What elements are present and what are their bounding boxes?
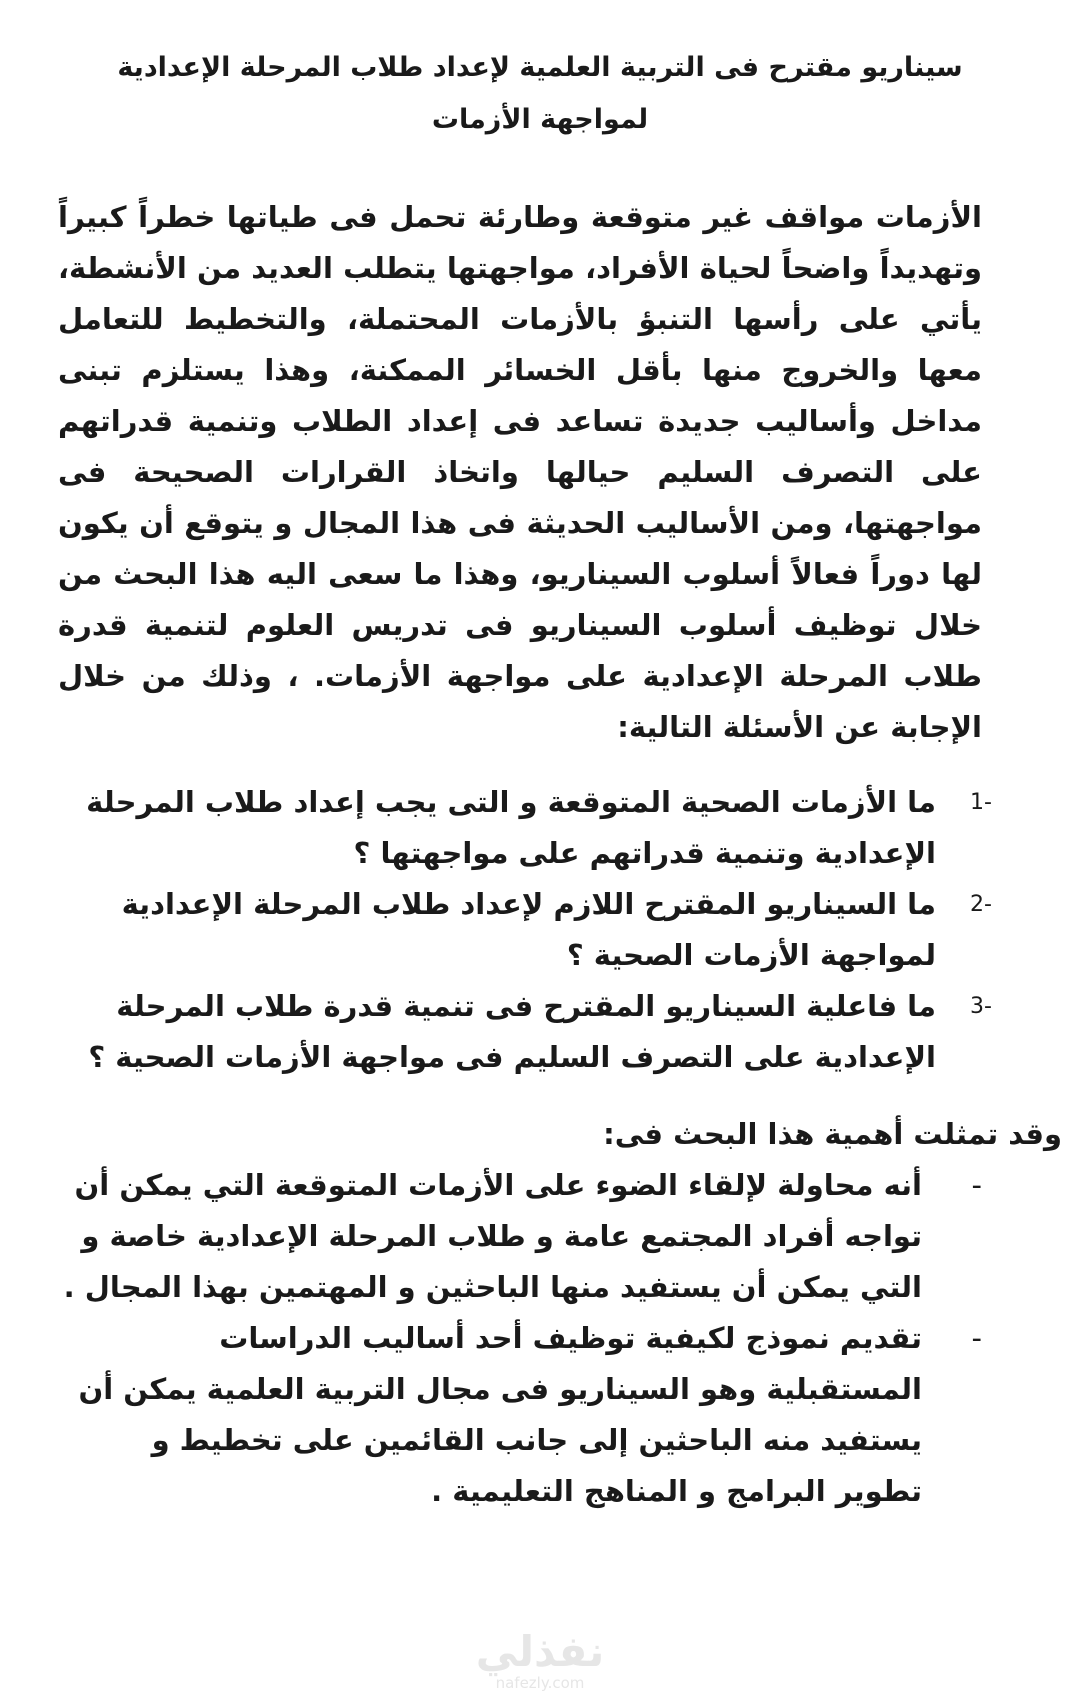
bullet-mark: - — [971, 1168, 982, 1202]
research-question — [58, 777, 1022, 879]
question-text: ما فاعلية السيناريو المقترح فى تنمية قدرة طلاب المرحلة الإعدادية على التصرف السليم فى مواجهة الأزمات الصحية ؟ — [88, 989, 936, 1074]
research-question — [58, 981, 1022, 1083]
document-title — [58, 42, 1022, 146]
bullet-mark: - — [971, 1321, 982, 1355]
site-watermark — [0, 1627, 1080, 1692]
research-question — [58, 879, 1022, 981]
importance-item — [58, 1160, 1022, 1313]
title-line-1: سيناريو مقترح فى التربية العلمية لإعداد طلاب المرحلة الإعدادية — [117, 52, 963, 83]
question-number: -1 — [970, 790, 992, 815]
watermark-url: nafezly.com — [495, 1674, 585, 1692]
question-text: ما السيناريو المقترح اللازم لإعداد طلاب المرحلة الإعدادية لمواجهة الأزمات الصحية ؟ — [121, 887, 936, 972]
question-number: -3 — [970, 994, 992, 1019]
title-line-2: لمواجهة الأزمات — [431, 104, 649, 135]
question-text: ما الأزمات الصحية المتوقعة و التى يجب إعداد طلاب المرحلة الإعدادية وتنمية قدراتهم على مواجهتها ؟ — [86, 785, 936, 870]
importance-list — [58, 1160, 1022, 1517]
importance-item — [58, 1313, 1022, 1517]
importance-text: تقديم نموذج لكيفية توظيف أحد أساليب الدراسات المستقبلية وهو السيناريو فى مجال التربية العلمية يمكن أن يستفيد منه الباحثين إلى جانب القائمين على تخطيط و تطوير البرامج و المناهج التعليمية . — [78, 1321, 922, 1508]
importance-heading: وقد تمثلت أهمية هذا البحث فى: — [603, 1117, 1062, 1151]
importance-text: أنه محاولة لإلقاء الضوء على الأزمات المتوقعة التي يمكن أن تواجه أفراد المجتمع عامة و طلاب المرحلة الإعدادية خاصة و التي يمكن أن يستفيد منها الباحثين و المهتمين بهذا المجال . — [63, 1168, 922, 1304]
watermark-logo: نفذلي — [475, 1627, 605, 1676]
intro-paragraph: الأزمات مواقف غير متوقعة وطارئة تحمل فى طياتها خطراً كبيراً وتهديداً واضحاً لحياة الأفراد، مواجهتها يتطلب العديد من الأنشطة، يأتي على رأسها التنبؤ بالأزمات المحتملة، والتخطيط للتعامل معها والخروج منها بأقل الخسائر الممكنة، وهذا يستلزم تبنى مداخل وأساليب جديدة تساعد فى إعداد الطلاب وتنمية قدراتهم على التصرف السليم حيالها واتخاذ القرارات الصحيحة فى مواجهتها، ومن الأساليب الحديثة فى هذا المجال و يتوقع أن يكون لها دوراً فعالاً أسلوب السيناريو، وهذا ما سعى اليه هذا البحث من خلال توظيف أسلوب السيناريو فى تدريس العلوم لتنمية قدرة طلاب المرحلة الإعدادية على مواجهة الأزمات. ، وذلك من خلال الإجابة عن الأسئلة التالية: — [58, 200, 982, 744]
research-questions-list — [58, 777, 1022, 1083]
question-number: -2 — [970, 892, 992, 917]
